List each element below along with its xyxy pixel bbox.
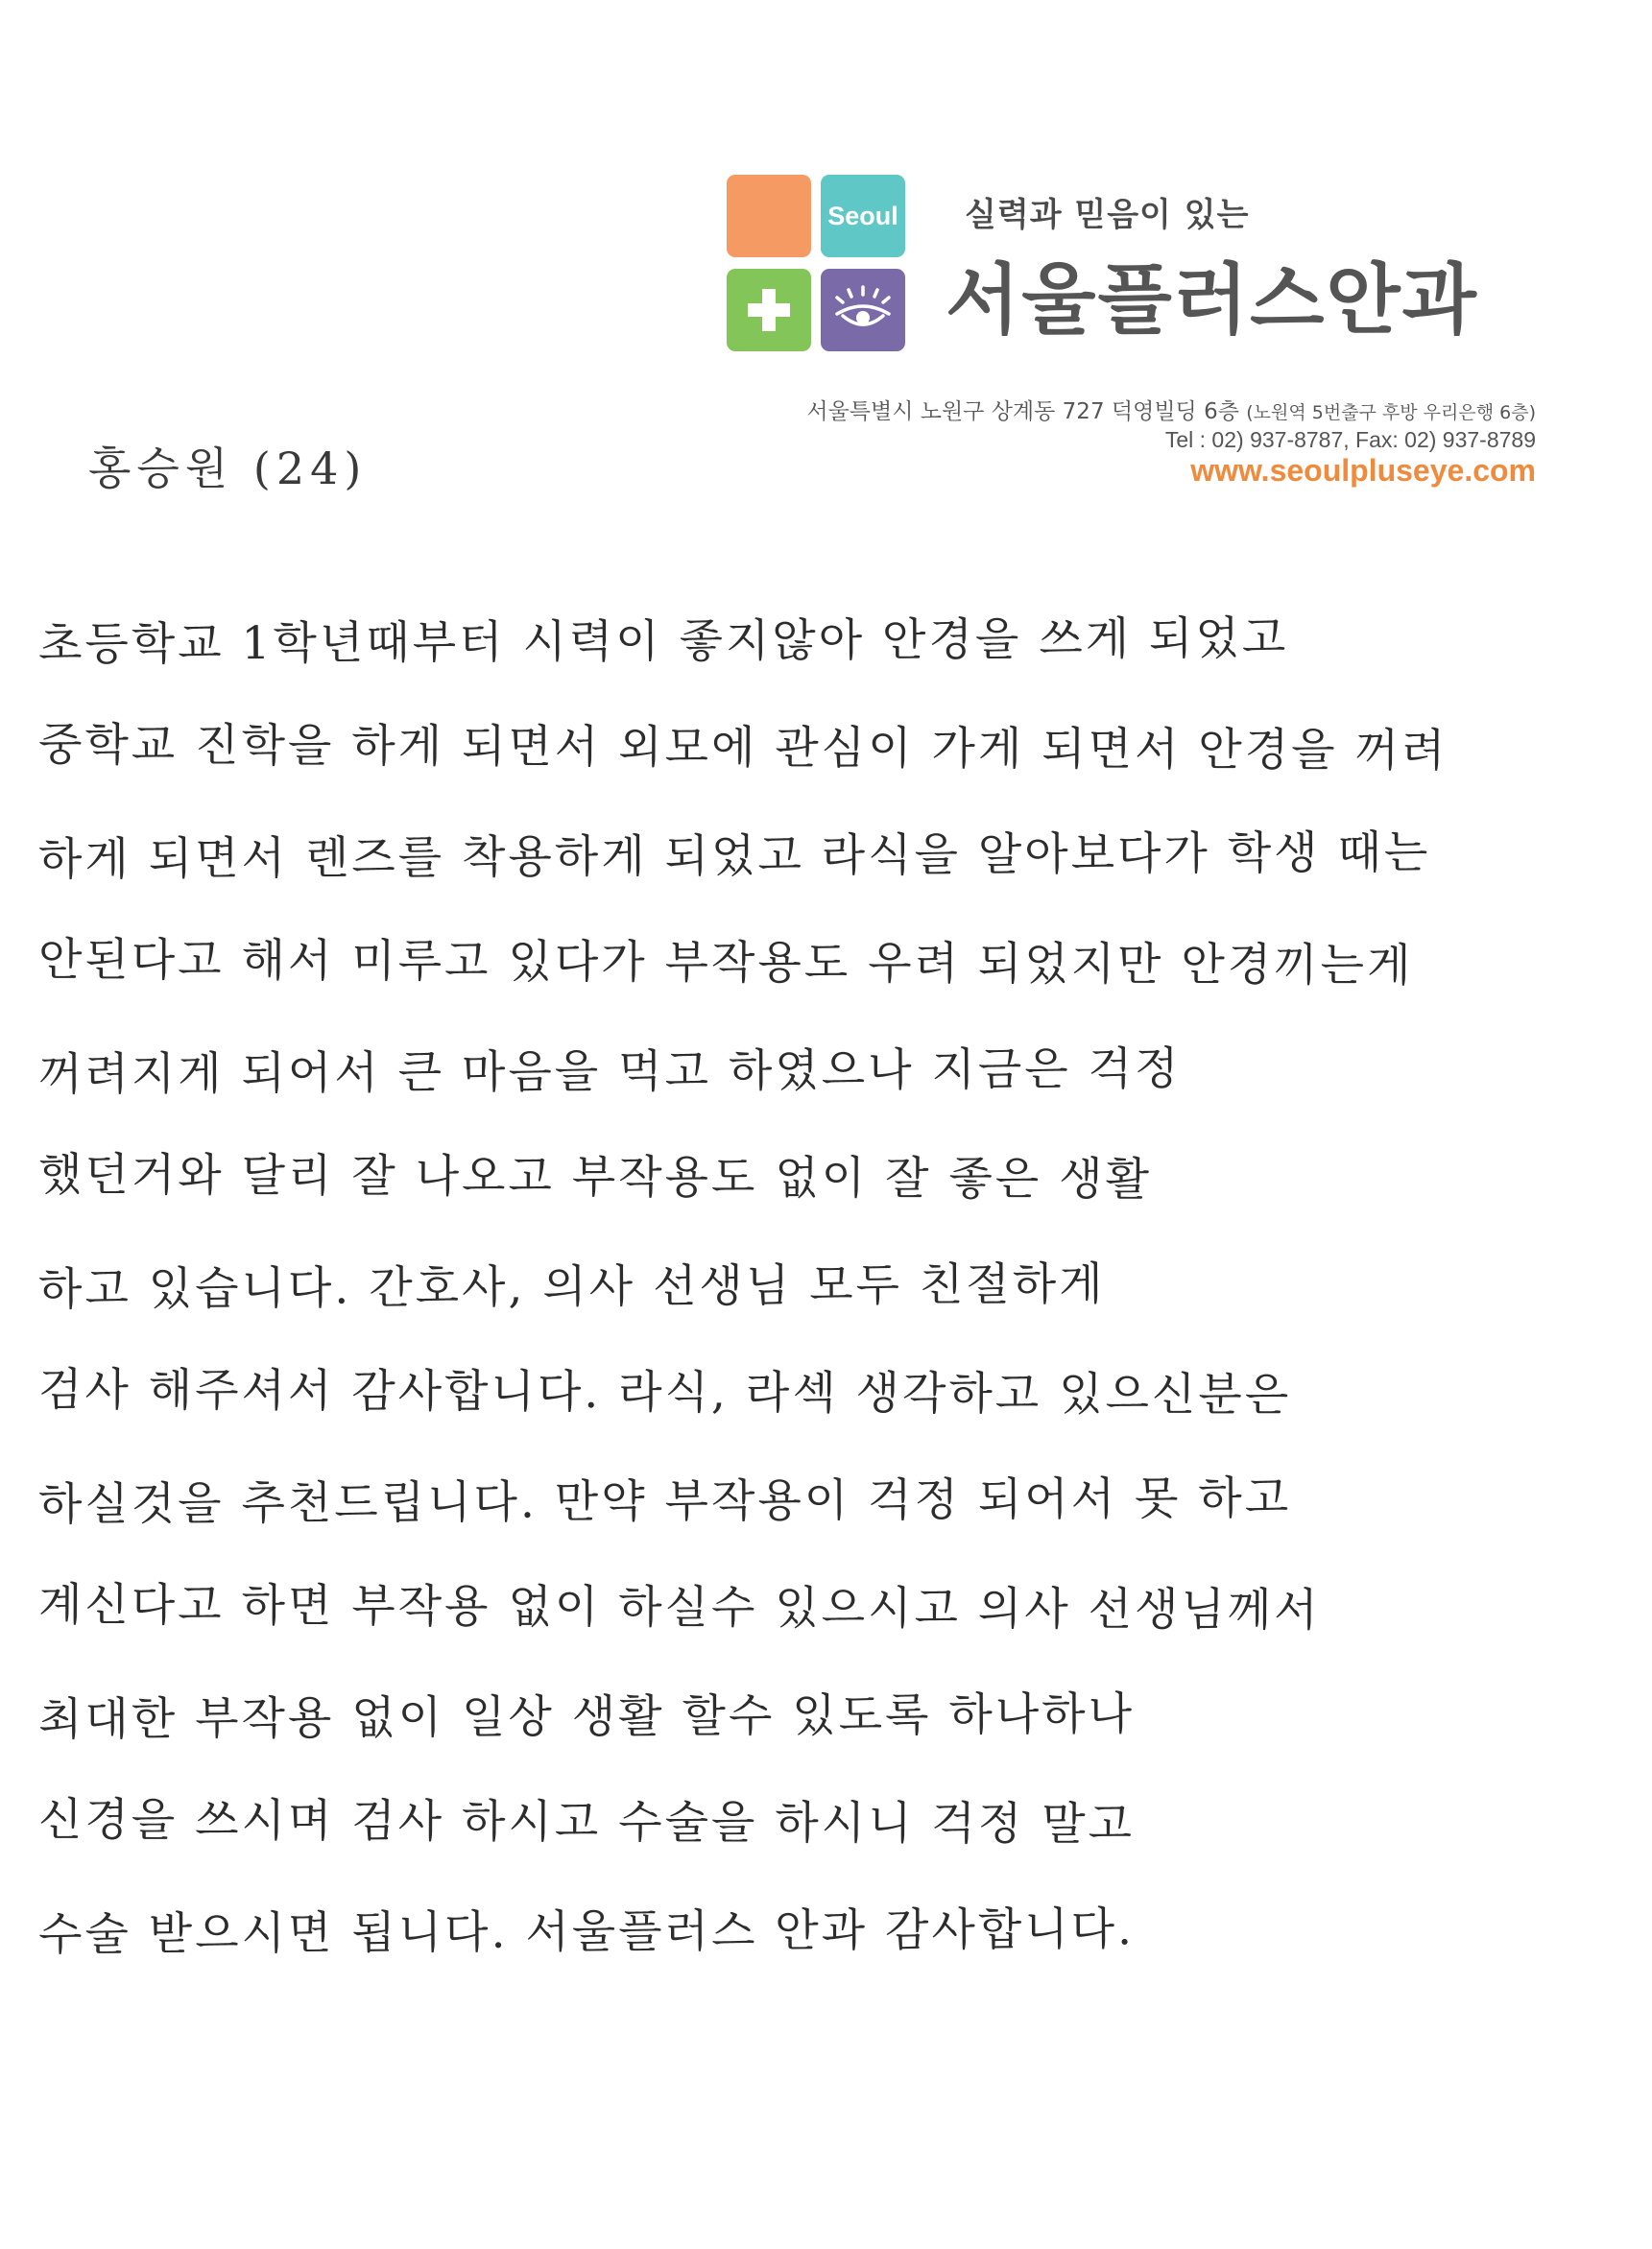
logo-orange-tile — [727, 175, 811, 257]
address-main: 서울특별시 노원구 상계동 727 덕영빌딩 6층 — [806, 399, 1239, 424]
letter-line: 하게 되면서 렌즈를 착용하게 되었고 라식을 알아보다가 학생 때는 — [37, 825, 1431, 887]
letter-line: 꺼려지게 되어서 큰 마음을 먹고 하였으나 지금은 걱정 — [37, 1042, 1182, 1102]
letter-line: 초등학교 1학년때부터 시력이 좋지않아 안경을 쓰게 되었고 — [37, 611, 1289, 672]
letter-line: 했던거와 달리 잘 나오고 부작용도 없이 잘 좋은 생활 — [37, 1148, 1153, 1207]
letter-line: 하실것을 추천드립니다. 만약 부작용이 걱정 되어서 못 하고 — [37, 1471, 1292, 1532]
letter-line: 중학교 진학을 하게 되면서 외모에 관심이 가게 되면서 안경을 꺼려 — [37, 718, 1448, 778]
letter-line: 최대한 부작용 없이 일상 생활 할수 있도록 하나하나 — [37, 1687, 1136, 1747]
letter-line: 하고 있습니다. 간호사, 의사 선생님 모두 친절하게 — [37, 1257, 1106, 1317]
clinic-address — [806, 394, 1536, 425]
letter-line: 수술 받으시면 됩니다. 서울플러스 안과 감사합니다. — [37, 1902, 1136, 1962]
plus-icon — [727, 269, 811, 351]
address-note: (노원역 5번출구 후방 우리은행 6층) — [1246, 402, 1536, 423]
clinic-phones: Tel : 02) 937-8787, Fax: 02) 937-8789 — [1164, 427, 1536, 452]
letterhead — [0, 0, 1652, 499]
eye-icon — [821, 269, 905, 351]
clinic-website: www.seoulpluseye.com — [1190, 453, 1536, 488]
letter-line: 신경을 쓰시며 검사 하시고 수술을 하시니 걱정 말고 — [37, 1793, 1136, 1852]
clinic-tagline: 실력과 믿음이 있는 — [965, 196, 1250, 234]
clinic-name: 서울플러스안과 — [946, 255, 1478, 345]
letter-body — [38, 587, 1593, 1985]
letter-line: 검사 해주셔서 감사합니다. 라식, 라섹 생각하고 있으신분은 — [37, 1363, 1292, 1423]
letter-line: 안된다고 해서 미루고 있다가 부작용도 우려 되었지만 안경끼는게 — [37, 933, 1414, 993]
logo-brand-word: Seoul — [827, 201, 898, 230]
clinic-logo — [727, 175, 905, 351]
logo-teal-tile — [821, 175, 905, 257]
letter-author: 홍승원 (24) — [88, 443, 368, 494]
letter-line: 계신다고 하면 부작용 없이 하실수 있으시고 의사 선생님께서 — [37, 1578, 1321, 1638]
